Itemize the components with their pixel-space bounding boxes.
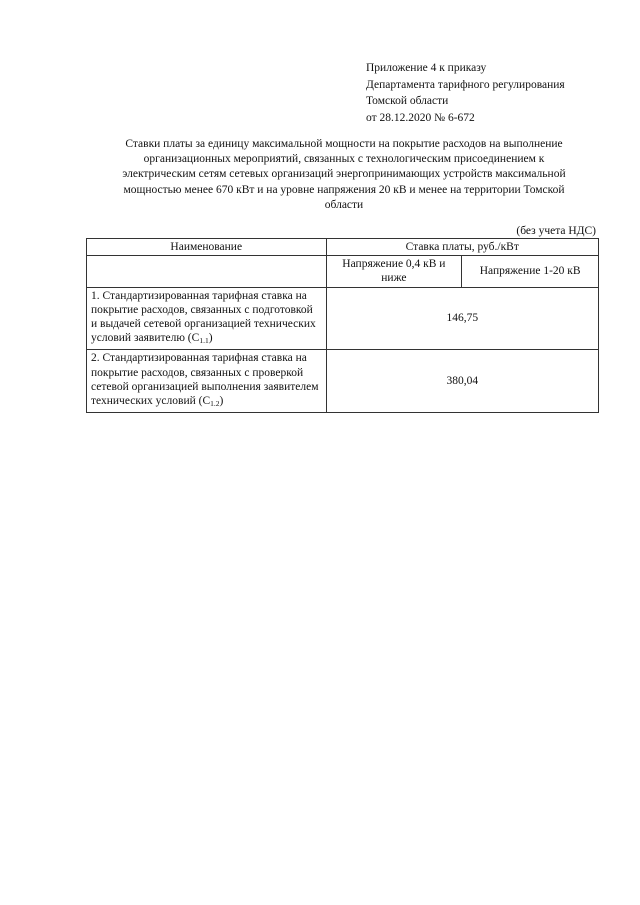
row-name-suffix: ) — [208, 332, 213, 345]
appendix-line: Приложение 4 к приказу — [366, 62, 487, 74]
row-name-text: 1. Стандартизированная тарифная ставка на покрытие расходов, связанных с подготовкой и выдачей сетевой организацией технических условий заявителю (С — [91, 289, 316, 345]
table-row — [87, 287, 599, 350]
appendix-line: Томской области — [366, 95, 449, 107]
table-subheader-row — [87, 256, 599, 287]
row-subscript: 1.1 — [199, 336, 209, 346]
header-rate: Ставка платы, руб./кВт — [326, 239, 598, 256]
table-header-row — [87, 239, 599, 256]
title-line: мощностью менее 670 кВт и на уровне напряжения 20 кВ и менее на территории Томской — [123, 183, 565, 196]
title-line: Ставки платы за единицу максимальной мощности на покрытие расходов на выполнение — [125, 138, 563, 150]
row-name-cell — [87, 287, 327, 350]
row-name-suffix: ) — [219, 395, 224, 408]
title-line: организационных мероприятий, связанных с технологическим присоединением к — [143, 153, 545, 166]
table-row — [87, 350, 599, 413]
document-title — [88, 137, 600, 213]
appendix-line: от 28.12.2020 № 6-672 — [366, 111, 475, 124]
row-subscript: 1.2 — [210, 399, 220, 409]
header-name: Наименование — [87, 239, 327, 256]
vat-note: (без учета НДС) — [516, 225, 596, 237]
row-name-cell — [87, 350, 327, 413]
appendix-line: Департамента тарифного регулирования — [366, 78, 565, 91]
header-voltage-mid: Напряжение 1-20 кВ — [462, 256, 599, 287]
rates-table — [86, 238, 599, 413]
row-name-text: 2. Стандартизированная тарифная ставка на покрытие расходов, связанных с проверкой сетевой организацией выполнения заявителем технических условий (С — [91, 352, 319, 408]
header-voltage-low: Напряжение 0,4 кВ и ниже — [326, 256, 462, 287]
header-empty-cell — [87, 256, 327, 287]
title-line: электрическим сетям сетевых организаций энергопринимающих устройств максимальной — [122, 168, 566, 181]
appendix-header — [366, 60, 565, 126]
title-line: области — [324, 198, 364, 211]
row-value: 380,04 — [326, 350, 598, 413]
row-value: 146,75 — [326, 287, 598, 350]
